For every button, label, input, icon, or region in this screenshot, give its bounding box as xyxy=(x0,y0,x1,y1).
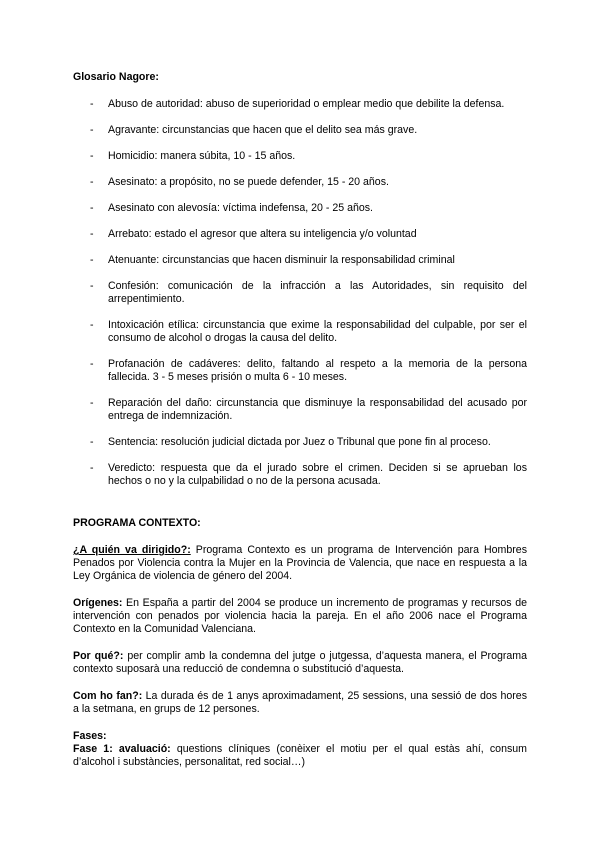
glossary-item-text: Intoxicación etílica: circunstancia que exime la responsabilidad del culpable, por ser el consumo de alcohol o drogas la causa del delito. xyxy=(108,319,527,344)
glossary-item-text: Veredicto: respuesta que da el jurado sobre el crimen. Deciden si se aprueban los hechos o no y la culpabilidad o no de la persona acusada. xyxy=(108,462,527,487)
glossary-item xyxy=(73,176,527,189)
glossary-item xyxy=(73,124,527,137)
bullet-dash: - xyxy=(90,462,94,474)
glossary-item xyxy=(73,150,527,163)
a-quien-text: Programa Contexto es un programa de Intervención para Hombres Penados por Violencia contra la Mujer en la Provincia de Valencia, que nace en respuesta a la Ley Orgánica de violencia de género del 2004. xyxy=(73,544,527,582)
glossary-item xyxy=(73,98,527,111)
glossary-item-text: Asesinato con alevosía: víctima indefensa, 20 - 25 años. xyxy=(108,202,373,214)
glossary-item-text: Abuso de autoridad: abuso de superioridad o emplear medio que debilite la defensa. xyxy=(108,98,505,110)
bullet-dash: - xyxy=(90,150,94,162)
com-ho-fan-text: La durada és de 1 anys aproximadament, 25 sessions, una sessió de dos hores a la setmana, en grups de 12 persones. xyxy=(73,690,527,715)
glossary-item-text: Confesión: comunicación de la infracción a las Autoridades, sin requisito del arrepentimiento. xyxy=(108,280,527,305)
programa-title: PROGRAMA CONTEXTO: xyxy=(73,517,201,529)
document-content xyxy=(73,71,527,769)
bullet-dash: - xyxy=(90,254,94,266)
bullet-dash: - xyxy=(90,397,94,409)
bullet-dash: - xyxy=(90,124,94,136)
por-que-text: per complir amb la condemna del jutge o jutgessa, d’aquesta manera, el Programa contexto suposarà una reducció de condemna o substitució d’aquesta. xyxy=(73,650,527,675)
glossary-item-text: Sentencia: resolución judicial dictada por Juez o Tribunal que pone fin al proceso. xyxy=(108,436,491,448)
com-ho-fan-label: Com ho fan?: xyxy=(73,690,143,702)
bullet-dash: - xyxy=(90,280,94,292)
glossary-title: Glosario Nagore: xyxy=(73,71,159,83)
origenes-paragraph xyxy=(73,597,527,636)
bullet-dash: - xyxy=(90,436,94,448)
glossary-item xyxy=(73,202,527,215)
fase1-label: Fase 1: avaluació: xyxy=(73,743,171,755)
bullet-dash: - xyxy=(90,358,94,370)
origenes-label: Orígenes: xyxy=(73,597,123,609)
bullet-dash: - xyxy=(90,319,94,331)
glossary-item xyxy=(73,397,527,423)
glossary-item xyxy=(73,462,527,488)
bullet-dash: - xyxy=(90,202,94,214)
por-que-paragraph xyxy=(73,650,527,676)
bullet-dash: - xyxy=(90,98,94,110)
glossary-item xyxy=(73,358,527,384)
glossary-item xyxy=(73,436,527,449)
glossary-item-text: Profanación de cadáveres: delito, faltando al respeto a la memoria de la persona fallecida. 3 - 5 meses prisión o multa 6 - 10 meses. xyxy=(108,358,527,383)
glossary-item-text: Atenuante: circunstancias que hacen disminuir la responsabilidad criminal xyxy=(108,254,455,266)
glossary-item xyxy=(73,254,527,267)
glossary-item-text: Agravante: circunstancias que hacen que el delito sea más grave. xyxy=(108,124,418,136)
fase1-text: questions clíniques (conèixer el motiu per el qual estàs ahí, consum d’alcohol i substàncies, personalitat, red social…) xyxy=(73,743,527,768)
glossary-item xyxy=(73,319,527,345)
bullet-dash: - xyxy=(90,228,94,240)
glossary-item xyxy=(73,280,527,306)
glossary-item-text: Reparación del daño: circunstancia que disminuye la responsabilidad del acusado por entrega de indemnización. xyxy=(108,397,527,422)
glossary-item xyxy=(73,228,527,241)
a-quien-label: ¿A quién va dirigido?: xyxy=(73,544,191,556)
fase1-paragraph xyxy=(73,743,527,769)
por-que-label: Por qué?: xyxy=(73,650,124,662)
fases-label: Fases: xyxy=(73,730,107,742)
glossary-item-text: Arrebato: estado el agresor que altera su inteligencia y/o voluntad xyxy=(108,228,417,240)
glossary-item-text: Homicidio: manera súbita, 10 - 15 años. xyxy=(108,150,296,162)
bullet-dash: - xyxy=(90,176,94,188)
com-ho-fan-paragraph xyxy=(73,690,527,716)
a-quien-paragraph xyxy=(73,544,527,583)
glossary-item-text: Asesinato: a propósito, no se puede defender, 15 - 20 años. xyxy=(108,176,389,188)
origenes-text: En España a partir del 2004 se produce un incremento de programas y recursos de intervención con penados por violencia hacia la pareja. En el año 2006 nace el Programa Contexto en la Comunidad Valenciana. xyxy=(73,597,527,635)
glossary-list xyxy=(73,98,527,488)
